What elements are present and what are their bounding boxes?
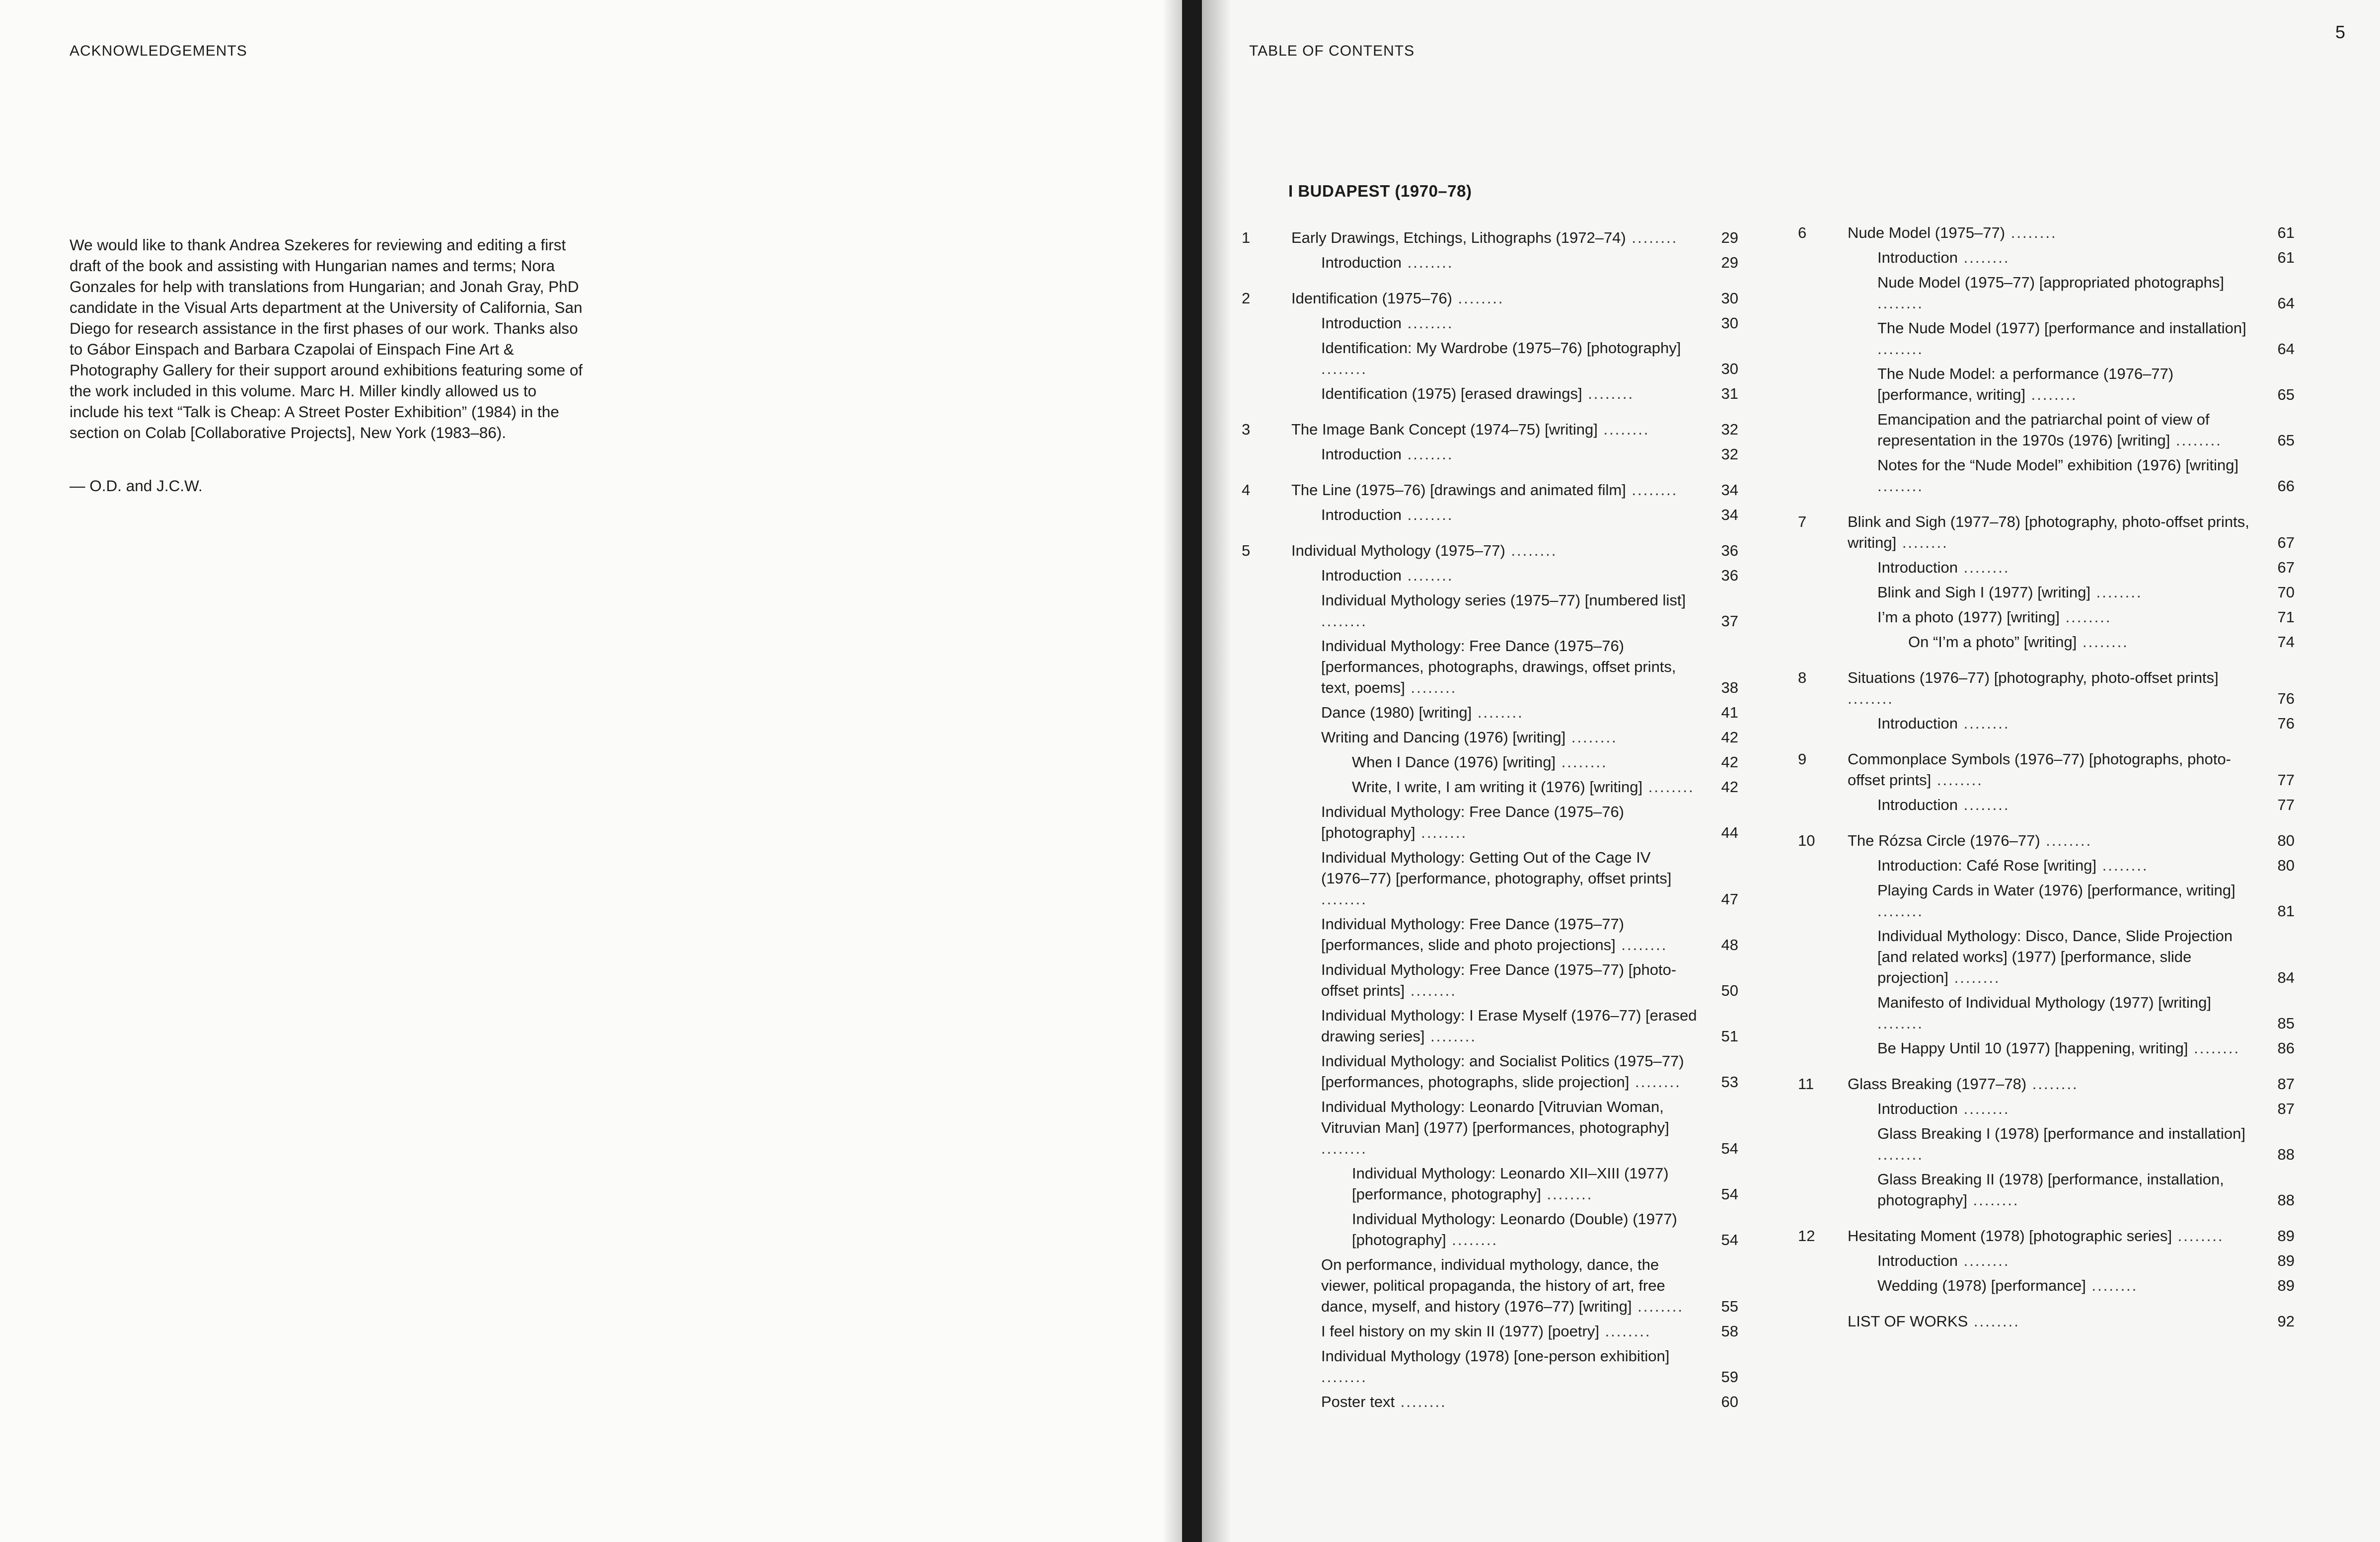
toc-entry-title: Individual Mythology (1975–77) ........ [1291, 542, 1558, 559]
toc-page-number: 32 [1721, 445, 1738, 463]
toc-entry-title: Individual Mythology: Free Dance (1975–77) [photo-offset prints] ........ [1321, 961, 1677, 999]
dot-leader: ........ [1321, 1368, 1367, 1386]
toc-entry [1321, 847, 1738, 910]
toc-entry [1877, 855, 2295, 876]
toc-entry-title: The Line (1975–76) [drawings and animated film] ........ [1291, 481, 1678, 499]
chapter-number: 11 [1798, 1075, 1814, 1093]
toc-page-number: 59 [1721, 1368, 1738, 1386]
dot-leader: ........ [1402, 314, 1454, 332]
dot-leader: ........ [1948, 969, 2001, 986]
dot-leader: ........ [2188, 1039, 2240, 1057]
toc-entry-title: Introduction ........ [1321, 567, 1454, 584]
toc-entry [1352, 1163, 1738, 1205]
toc-entry-title: Individual Mythology: Disco, Dance, Slide Projection [and related works] (1977) [performance, slide projection] ........ [1877, 927, 2233, 986]
toc-entry [1321, 727, 1738, 748]
toc-page-number: 58 [1721, 1322, 1738, 1340]
dot-leader: ........ [1958, 249, 2010, 266]
toc-entry [1877, 880, 2295, 922]
toc-entry [1848, 1074, 2295, 1095]
dot-leader: ........ [1541, 1185, 1593, 1203]
dot-leader: ........ [2085, 1277, 2138, 1294]
toc-page-number: 77 [2277, 771, 2295, 789]
dot-leader: ........ [1968, 1313, 2020, 1330]
toc-entry [1877, 607, 2295, 628]
toc-entry [1848, 667, 2295, 709]
toc-entry [1877, 1275, 2295, 1296]
toc-entry-title: Introduction ........ [1877, 1252, 2010, 1269]
dot-leader: ........ [1402, 254, 1454, 271]
toc-entry-title: Manifesto of Individual Mythology (1977) [writing] ........ [1877, 994, 2211, 1032]
dot-leader: ........ [1958, 1252, 2010, 1269]
toc-entry [1321, 383, 1738, 404]
dot-leader: ........ [1958, 715, 2010, 732]
chapter-number: 7 [1798, 513, 1807, 530]
toc-entry-title: When I Dance (1976) [writing] ........ [1352, 753, 1608, 771]
toc-page-number: 64 [2277, 340, 2295, 358]
toc-entry-title: Individual Mythology: Leonardo (Double) (1977) [photography] ........ [1352, 1210, 1677, 1248]
toc-page-number: 54 [1721, 1231, 1738, 1248]
toc-entry [1321, 1254, 1738, 1317]
toc-page-number: 88 [2277, 1146, 2295, 1163]
toc-entry-title: Introduction ........ [1877, 559, 2010, 576]
dot-leader: ........ [1877, 477, 1924, 495]
chapter-number: 3 [1242, 421, 1251, 438]
toc-entry-title: Commonplace Symbols (1976–77) [photographs, photo-offset prints] ........ [1848, 750, 2231, 789]
toc-entry [1877, 992, 2295, 1034]
toc-entry [1848, 222, 2295, 243]
toc-chapter [1798, 1311, 2295, 1332]
toc-entry-title: Glass Breaking II (1978) [performance, installation, photography] ........ [1877, 1171, 2224, 1209]
toc-page-number: 51 [1721, 1028, 1738, 1045]
toc-entry [1321, 1321, 1738, 1342]
toc-chapter [1798, 1074, 2295, 1211]
dot-leader: ........ [2090, 584, 2143, 601]
toc-entry-title: Individual Mythology: Leonardo XII–XIII (1977) [performance, photography] ........ [1352, 1165, 1669, 1203]
toc-page-number: 67 [2277, 534, 2295, 551]
toc-chapter [1798, 749, 2295, 815]
toc-page-number: 76 [2277, 690, 2295, 707]
toc-entry-title: Individual Mythology (1978) [one-person exhibition] ........ [1321, 1347, 1670, 1386]
toc-entry-title: Individual Mythology: and Socialist Politics (1975–77) [performances, photographs, slide projection] ........ [1321, 1052, 1684, 1091]
dot-leader: ........ [1321, 360, 1367, 377]
toc-entry-title: Playing Cards in Water (1976) [performance, writing] ........ [1877, 881, 2235, 920]
toc-entry-title: Individual Mythology: Getting Out of the Cage IV (1976–77) [performance, photography, offset prints] ........ [1321, 849, 1672, 908]
toc-entry [1321, 252, 1738, 273]
toc-column-left [1242, 227, 1738, 1427]
toc-entry-title: Introduction ........ [1877, 796, 2010, 813]
toc-page-number: 71 [2277, 608, 2295, 626]
dot-leader: ........ [2096, 857, 2149, 874]
toc-chapter [1242, 540, 1738, 1412]
toc-entry-title: Glass Breaking I (1978) [performance and installation] ........ [1877, 1125, 2245, 1163]
toc-entry-title: Introduction ........ [1321, 445, 1454, 463]
toc-page-number: 89 [2277, 1277, 2295, 1294]
toc-entry-title: Blink and Sigh I (1977) [writing] ........ [1877, 584, 2143, 601]
toc-page-number: 60 [1721, 1393, 1738, 1410]
dot-leader: ........ [1931, 771, 1983, 789]
acknowledgements-body: We would like to thank Andrea Szekeres for reviewing and editing a first draft of the book and assisting with Hungarian names and terms; Nora Gonzales for help with translations from Hungarian; and Jonah Gray, PhD candidate in the Visual Arts department at the University of California, San Diego for research assistance in the first phases of our work. Thanks also to Gábor Einspach and Barbara Czapolai of Einspach Fine Art & Photography Gallery for their support around exhibitions featuring some of the work included in this volume. Marc H. Miller kindly allowed us to include his text “Talk is Cheap: A Street Poster Exhibition” (1984) in the section on Colab [Collaborative Projects], New York (1983–86). [70, 236, 583, 441]
toc-page-number: 61 [2277, 249, 2295, 266]
dot-leader: ........ [1472, 704, 1524, 721]
toc-entry-title: The Nude Model (1977) [performance and installation] ........ [1877, 319, 2246, 358]
dot-leader: ........ [1626, 481, 1678, 499]
toc-page-number: 67 [2277, 559, 2295, 576]
toc-entry-title: Emancipation and the patriarchal point of view of representation in the 1970s (1976) [writing] ........ [1877, 411, 2222, 449]
dot-leader: ........ [1446, 1231, 1498, 1248]
dot-leader: ........ [1556, 753, 1608, 771]
toc-entry [1877, 795, 2295, 815]
toc-entry-title: Introduction ........ [1877, 249, 2010, 266]
toc-entry [1321, 702, 1738, 723]
toc-entry-title: Introduction ........ [1321, 254, 1454, 271]
dot-leader: ........ [1967, 1191, 2019, 1209]
toc-entry [1877, 926, 2295, 988]
toc-entry [1321, 959, 1738, 1001]
toc-entry [1352, 777, 1738, 798]
toc-entry [1877, 272, 2295, 314]
toc-entry [1877, 364, 2295, 405]
toc-entry-title: Individual Mythology series (1975–77) [numbered list] ........ [1321, 591, 1686, 630]
toc-entry-title: Individual Mythology: Free Dance (1975–77) [performances, slide and photo projections] ........ [1321, 915, 1668, 954]
toc-entry-title: On “I’m a photo” [writing] ........ [1908, 633, 2129, 651]
toc-entry [1877, 1038, 2295, 1059]
toc-entry [1877, 713, 2295, 734]
toc-page-number: 89 [2277, 1252, 2295, 1269]
toc-entry [1321, 565, 1738, 586]
dot-leader: ........ [1642, 778, 1695, 796]
dot-leader: ........ [1877, 294, 1924, 312]
toc-entry [1848, 1311, 2295, 1332]
toc-page-number: 37 [1721, 612, 1738, 630]
dot-leader: ........ [1402, 445, 1454, 463]
toc-entry [1352, 1209, 1738, 1250]
dot-leader: ........ [1415, 824, 1468, 841]
toc-entry-title: Write, I write, I am writing it (1976) [writing] ........ [1352, 778, 1695, 796]
toc-entry-title: Identification (1975–76) ........ [1291, 290, 1504, 307]
toc-entry [1321, 1392, 1738, 1412]
running-head-left: ACKNOWLEDGEMENTS [70, 43, 247, 59]
toc-page-number: 85 [2277, 1015, 2295, 1032]
dot-leader: ........ [1958, 559, 2010, 576]
toc-entry-title: Identification (1975) [erased drawings] ........ [1321, 385, 1635, 402]
dot-leader: ........ [1629, 1073, 1681, 1091]
dot-leader: ........ [1877, 340, 1924, 358]
dot-leader: ........ [1848, 690, 1894, 707]
acknowledgements-signature: — O.D. and J.C.W. [70, 477, 203, 495]
toc-entry-title: Glass Breaking (1977–78) ........ [1848, 1075, 2079, 1093]
toc-page-number: 61 [2277, 224, 2295, 241]
toc-entry [1321, 636, 1738, 698]
toc-entry-title: I feel history on my skin II (1977) [poetry] ........ [1321, 1322, 1651, 1340]
dot-leader: ........ [1321, 612, 1367, 630]
toc-entry [1321, 338, 1738, 379]
toc-entry [1352, 752, 1738, 773]
toc-entry-title: The Image Bank Concept (1974–75) [writing] ........ [1291, 421, 1650, 438]
toc-entry-title: I’m a photo (1977) [writing] ........ [1877, 608, 2112, 626]
dot-leader: ........ [1452, 290, 1504, 307]
dot-leader: ........ [2005, 224, 2057, 241]
toc-page-number: 87 [2277, 1075, 2295, 1093]
running-head-right: TABLE OF CONTENTS [1249, 43, 1415, 59]
toc-page-number: 76 [2277, 715, 2295, 732]
dot-leader: ........ [1877, 902, 1924, 920]
toc-page-number: 32 [1721, 421, 1738, 438]
toc-page-number: 29 [1721, 229, 1738, 246]
toc-page-number: 47 [1721, 890, 1738, 908]
toc-entry [1321, 590, 1738, 632]
toc-page-number: 55 [1721, 1298, 1738, 1315]
dot-leader: ........ [2026, 1075, 2079, 1093]
toc-entry [1877, 318, 2295, 360]
toc-page-number: 36 [1721, 567, 1738, 584]
toc-entry-title: Situations (1976–77) [photography, photo-offset prints] ........ [1848, 669, 2219, 707]
toc-page-number: 81 [2277, 902, 2295, 920]
toc-entry [1848, 749, 2295, 791]
toc-page-number: 48 [1721, 936, 1738, 954]
toc-entry-title: Individual Mythology: Free Dance (1975–76) [photography] ........ [1321, 803, 1625, 841]
toc-entry-title: On performance, individual mythology, dance, the viewer, political propaganda, the history of art, free dance, myself, and history (1976–77) [writing] ........ [1321, 1256, 1684, 1315]
dot-leader: ........ [1877, 1146, 1924, 1163]
chapter-number: 8 [1798, 669, 1807, 686]
dot-leader: ........ [2060, 608, 2112, 626]
dot-leader: ........ [1632, 1298, 1684, 1315]
toc-entry-title: LIST OF WORKS ........ [1848, 1313, 2020, 1330]
toc-entry-title: Wedding (1978) [performance] ........ [1877, 1277, 2138, 1294]
toc-entry [1321, 1346, 1738, 1388]
toc-entry [1321, 1097, 1738, 1159]
toc-entry [1877, 1250, 2295, 1271]
toc-page-number: 34 [1721, 481, 1738, 499]
toc-entry [1321, 505, 1738, 525]
toc-entry-title: Introduction ........ [1877, 1100, 2010, 1117]
toc-entry [1321, 802, 1738, 843]
toc-entry [1321, 914, 1738, 955]
toc-entry [1291, 419, 1738, 440]
toc-page-number: 42 [1721, 778, 1738, 796]
toc-page-number: 87 [2277, 1100, 2295, 1117]
toc-page-number: 70 [2277, 584, 2295, 601]
dot-leader: ........ [1896, 534, 1948, 551]
dot-leader: ........ [1582, 385, 1635, 402]
toc-page-number: 74 [2277, 633, 2295, 651]
toc-chapter [1798, 667, 2295, 734]
dot-leader: ........ [1597, 421, 1650, 438]
toc-chapter [1242, 480, 1738, 525]
toc-entry [1848, 830, 2295, 851]
toc-chapter [1798, 222, 2295, 497]
toc-entry-title: The Nude Model: a performance (1976–77) [performance, writing] ........ [1877, 365, 2174, 403]
toc-page-number: 30 [1721, 290, 1738, 307]
dot-leader: ........ [2040, 832, 2092, 849]
toc-entry-title: Introduction: Café Rose [writing] ........ [1877, 857, 2149, 874]
toc-page-number: 30 [1721, 360, 1738, 377]
toc-page-number: 54 [1721, 1185, 1738, 1203]
toc-page-number: 41 [1721, 704, 1738, 721]
dot-leader: ........ [1599, 1322, 1651, 1340]
dot-leader: ........ [1958, 1100, 2010, 1117]
toc-page-number: 88 [2277, 1191, 2295, 1209]
chapter-number: 6 [1798, 224, 1807, 241]
toc-entry [1291, 540, 1738, 561]
toc-entry-title: Introduction ........ [1321, 506, 1454, 523]
dot-leader: ........ [1321, 1140, 1367, 1157]
toc-entry [1321, 1005, 1738, 1047]
toc-entry-title: The Rózsa Circle (1976–77) ........ [1848, 832, 2092, 849]
dot-leader: ........ [2025, 386, 2078, 403]
dot-leader: ........ [1402, 506, 1454, 523]
toc-entry [1877, 247, 2295, 268]
dot-leader: ........ [1321, 890, 1367, 908]
toc-chapter [1798, 1226, 2295, 1296]
chapter-number: 2 [1242, 290, 1251, 307]
toc-entry-title: Identification: My Wardrobe (1975–76) [photography] ........ [1321, 339, 1681, 377]
toc-entry [1877, 1099, 2295, 1119]
dot-leader: ........ [1505, 542, 1558, 559]
toc-page-number: 31 [1721, 385, 1738, 402]
toc-entry [1877, 582, 2295, 603]
chapter-number: 10 [1798, 832, 1815, 849]
toc-entry-title: Individual Mythology: Free Dance (1975–76) [performances, photographs, drawings, offset prints, text, poems] ........ [1321, 637, 1676, 696]
toc-entry [1848, 512, 2295, 553]
toc-column-right [1798, 222, 2295, 1347]
gutter-shadow [1202, 0, 1232, 1542]
toc-entry [1877, 455, 2295, 497]
dot-leader: ........ [1402, 567, 1454, 584]
chapter-number: 12 [1798, 1227, 1815, 1245]
toc-entry [1848, 1226, 2295, 1247]
toc-entry [1877, 1123, 2295, 1165]
toc-page-number: 42 [1721, 729, 1738, 746]
toc-entry-title: Blink and Sigh (1977–78) [photography, photo-offset prints, writing] ........ [1848, 513, 2249, 551]
dot-leader: ........ [2172, 1227, 2224, 1245]
dot-leader: ........ [1395, 1393, 1447, 1410]
toc-entry [1321, 1051, 1738, 1093]
toc-page-number: 84 [2277, 969, 2295, 986]
toc-page-number: 66 [2277, 477, 2295, 495]
toc-chapter [1798, 512, 2295, 653]
toc-page-number: 38 [1721, 679, 1738, 696]
toc-page-number: 54 [1721, 1140, 1738, 1157]
dot-leader: ........ [1424, 1028, 1477, 1045]
dot-leader: ........ [2077, 633, 2129, 651]
chapter-number: 9 [1798, 750, 1807, 768]
toc-page-number: 65 [2277, 386, 2295, 403]
chapter-number: 1 [1242, 229, 1251, 246]
toc-entry [1291, 227, 1738, 248]
toc-chapter [1242, 288, 1738, 404]
part-title: I BUDAPEST (1970–78) [1288, 182, 1472, 200]
dot-leader: ........ [1565, 729, 1618, 746]
toc-entry [1291, 288, 1738, 309]
toc-page-number: 53 [1721, 1073, 1738, 1091]
toc-entry-title: Be Happy Until 10 (1977) [happening, writing] ........ [1877, 1039, 2240, 1057]
toc-page-number: 50 [1721, 982, 1738, 999]
toc-entry [1291, 480, 1738, 501]
toc-page-number: 89 [2277, 1227, 2295, 1245]
dot-leader: ........ [1877, 1015, 1924, 1032]
chapter-number: 5 [1242, 542, 1251, 559]
chapter-number: 4 [1242, 481, 1251, 499]
toc-entry-title: Introduction ........ [1877, 715, 2010, 732]
toc-page-number: 42 [1721, 753, 1738, 771]
acknowledgements-text [70, 234, 586, 443]
toc-entry-title: Poster text ........ [1321, 1393, 1447, 1410]
dot-leader: ........ [1958, 796, 2010, 813]
toc-entry-title: Nude Model (1975–77) [appropriated photographs] ........ [1877, 274, 2224, 312]
toc-page-number: 29 [1721, 254, 1738, 271]
toc-entry-title: Introduction ........ [1321, 314, 1454, 332]
toc-page-number: 77 [2277, 796, 2295, 813]
toc-entry-title: Nude Model (1975–77) ........ [1848, 224, 2057, 241]
toc-entry [1321, 313, 1738, 334]
toc-entry-title: Writing and Dancing (1976) [writing] ........ [1321, 729, 1618, 746]
dot-leader: ........ [1626, 229, 1678, 246]
toc-chapter [1242, 419, 1738, 465]
dot-leader: ........ [1405, 982, 1457, 999]
toc-page-number: 36 [1721, 542, 1738, 559]
toc-page-number: 64 [2277, 294, 2295, 312]
toc-page-number: 44 [1721, 824, 1738, 841]
page-number: 5 [2335, 22, 2345, 42]
toc-entry [1877, 409, 2295, 451]
toc-entry-title: Notes for the “Nude Model” exhibition (1976) [writing] ........ [1877, 456, 2239, 495]
toc-entry-title: Individual Mythology: I Erase Myself (1976–77) [erased drawing series] ........ [1321, 1007, 1697, 1045]
left-page [0, 0, 1182, 1542]
toc-entry [1877, 557, 2295, 578]
toc-entry-title: Hesitating Moment (1978) [photographic series] ........ [1848, 1227, 2224, 1245]
dot-leader: ........ [1405, 679, 1457, 696]
toc-page-number: 86 [2277, 1039, 2295, 1057]
toc-entry-title: Early Drawings, Etchings, Lithographs (1972–74) ........ [1291, 229, 1678, 246]
toc-entry [1908, 632, 2295, 653]
toc-entry-title: Individual Mythology: Leonardo [Vitruvian Woman, Vitruvian Man] (1977) [performances, photography] ........ [1321, 1098, 1669, 1157]
toc-entry [1877, 1169, 2295, 1211]
toc-chapter [1798, 830, 2295, 1059]
dot-leader: ........ [2170, 432, 2222, 449]
toc-page-number: 65 [2277, 432, 2295, 449]
toc-page-number: 80 [2277, 832, 2295, 849]
toc-chapter [1242, 227, 1738, 273]
toc-page-number: 92 [2277, 1313, 2295, 1330]
dot-leader: ........ [1615, 936, 1668, 954]
toc-entry [1321, 444, 1738, 465]
toc-page-number: 30 [1721, 314, 1738, 332]
toc-page-number: 80 [2277, 857, 2295, 874]
toc-entry-title: Dance (1980) [writing] ........ [1321, 704, 1524, 721]
toc-page-number: 34 [1721, 506, 1738, 523]
gutter-shadow [1162, 0, 1182, 1542]
